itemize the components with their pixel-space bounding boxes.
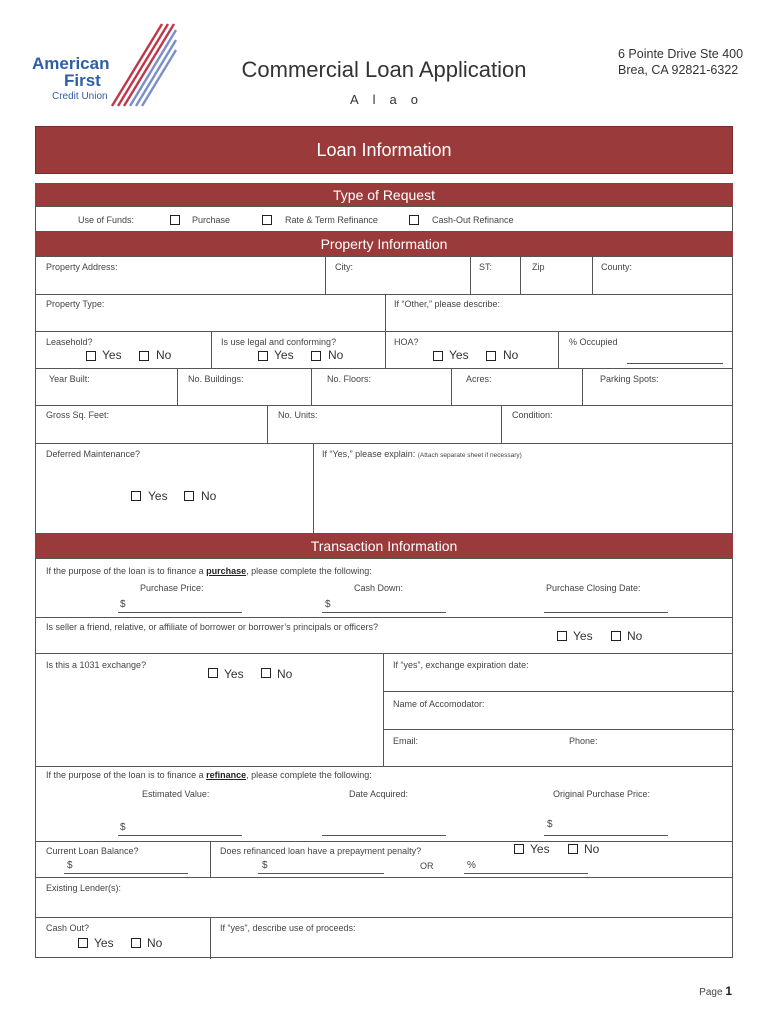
cash-out-refinance-checkbox[interactable] (409, 215, 419, 225)
dollar-sign: $ (67, 860, 73, 871)
closing-date-label: Purchase Closing Date: (546, 583, 641, 593)
year-built-field[interactable]: Year Built: (49, 374, 90, 384)
lender-address (618, 46, 743, 78)
accomodator-field[interactable]: Name of Accomodator: (393, 699, 485, 709)
prepayment-label: Does refinanced loan have a prepayment penalty? (220, 846, 422, 856)
prepayment-no-checkbox[interactable] (568, 844, 578, 854)
explain-note: (Attach separate sheet if necessary) (417, 452, 522, 459)
page-label: Page (699, 987, 723, 998)
yes-label: Yes (274, 348, 294, 362)
use-of-funds-label: Use of Funds: (78, 215, 135, 225)
no-label: No (584, 842, 600, 856)
rate-term-refinance-label: Rate & Term Refinance (285, 215, 378, 225)
refinance-word: refinance (206, 770, 247, 780)
explain-label: If “Yes,” please explain: (322, 449, 416, 459)
intro-text: If the purpose of the loan is to finance a (46, 770, 207, 780)
deferred-no-checkbox[interactable] (184, 491, 194, 501)
refinance-intro (46, 770, 372, 780)
cash-out-label: Cash Out? (46, 923, 90, 933)
occupied-input[interactable] (627, 363, 723, 364)
gross-sqft-field[interactable]: Gross Sq. Feet: (46, 410, 110, 420)
no-units-field[interactable]: No. Units: (278, 410, 318, 420)
date-acquired-label: Date Acquired: (349, 789, 409, 799)
dollar-sign: $ (120, 822, 126, 833)
exchange-expiration-field[interactable]: If “yes”, exchange expiration date: (393, 660, 529, 670)
hoa-no-checkbox[interactable] (486, 351, 496, 361)
zip-field[interactable]: Zip (532, 262, 545, 272)
current-balance-label: Current Loan Balance? (46, 846, 139, 856)
dollar-sign: $ (262, 860, 268, 871)
original-price-label: Original Purchase Price: (553, 789, 651, 799)
date-acquired-input[interactable] (322, 835, 446, 836)
parking-spots-field[interactable]: Parking Spots: (600, 374, 659, 384)
prepayment-yes-checkbox[interactable] (514, 844, 524, 854)
acres-field[interactable]: Acres: (466, 374, 492, 384)
yes-label: Yes (148, 489, 168, 503)
yes-label: Yes (449, 348, 469, 362)
county-field[interactable]: County: (601, 262, 633, 272)
email-field[interactable]: Email: (393, 736, 419, 746)
address-line: Brea, CA 92821-6322 (618, 63, 739, 77)
prepayment-percent-input[interactable] (464, 873, 588, 874)
no-floors-field[interactable]: No. Floors: (327, 374, 372, 384)
seller-question-label: Is seller a friend, relative, or affiliate of borrower or borrower’s principals or officers? (46, 622, 378, 632)
purchase-price-label: Purchase Price: (140, 583, 204, 593)
no-label: No (156, 348, 172, 362)
no-label: No (277, 667, 293, 681)
other-describe-field[interactable]: If “Other,” please describe: (394, 299, 501, 309)
no-label: No (328, 348, 344, 362)
yes-label: Yes (224, 667, 244, 681)
original-price-input[interactable] (544, 835, 668, 836)
closing-date-input[interactable] (544, 612, 668, 613)
occupied-label: % Occupied (569, 337, 618, 347)
phone-field[interactable]: Phone: (569, 736, 598, 746)
seller-yes-checkbox[interactable] (557, 631, 567, 641)
property-information-section (35, 256, 733, 534)
logo-text: American (32, 54, 110, 73)
type-of-request-header: Type of Request (35, 183, 733, 206)
hoa-label: HOA? (394, 337, 419, 347)
no-label: No (503, 348, 519, 362)
deferred-maintenance-label: Deferred Maintenance? (46, 449, 141, 459)
dollar-sign: $ (325, 599, 331, 610)
intro-text: , please complete the following: (246, 770, 372, 780)
explain-field[interactable] (322, 449, 522, 459)
intro-text: If the purpose of the loan is to finance a (46, 566, 207, 576)
page-number (699, 984, 732, 998)
state-field[interactable]: ST: (479, 262, 493, 272)
property-information-header: Property Information (35, 232, 733, 256)
no-label: No (147, 936, 163, 950)
existing-lender-field[interactable]: Existing Lender(s): (46, 883, 122, 893)
no-buildings-field[interactable]: No. Buildings: (188, 374, 244, 384)
purchase-word: purchase (206, 566, 247, 576)
purchase-label: Purchase (192, 215, 231, 225)
intro-text: , please complete the following: (246, 566, 372, 576)
estimated-value-label: Estimated Value: (142, 789, 210, 799)
page-number-value: 1 (725, 984, 732, 998)
hoa-yes-checkbox[interactable] (433, 351, 443, 361)
cash-out-yes-checkbox[interactable] (78, 938, 88, 948)
legal-yes-checkbox[interactable] (258, 351, 268, 361)
cash-down-label: Cash Down: (354, 583, 404, 593)
purchase-price-input[interactable] (118, 612, 242, 613)
seller-no-checkbox[interactable] (611, 631, 621, 641)
leasehold-no-checkbox[interactable] (139, 351, 149, 361)
legal-no-checkbox[interactable] (311, 351, 321, 361)
city-field[interactable]: City: (335, 262, 353, 272)
yes-label: Yes (94, 936, 114, 950)
exchange-yes-checkbox[interactable] (208, 668, 218, 678)
leasehold-label: Leasehold? (46, 337, 93, 347)
yes-label: Yes (102, 348, 122, 362)
purchase-intro (46, 566, 372, 576)
type-of-request-section (35, 206, 733, 232)
address-line: 6 Pointe Drive Ste 400 (618, 47, 744, 61)
or-label: OR (420, 861, 434, 871)
page-subtitle: Alao (349, 92, 433, 107)
page-title: Commercial Loan Application (241, 57, 527, 82)
rate-term-refinance-checkbox[interactable] (262, 215, 272, 225)
transaction-information-section (35, 558, 733, 958)
no-label: No (627, 629, 643, 643)
loan-information-header: Loan Information (35, 126, 733, 174)
exchange-question-label: Is this a 1031 exchange? (46, 660, 147, 670)
current-balance-input[interactable] (64, 873, 188, 874)
exchange-no-checkbox[interactable] (261, 668, 271, 678)
purchase-checkbox[interactable] (170, 215, 180, 225)
legal-conforming-label: Is use legal and conforming? (221, 337, 337, 347)
leasehold-yes-checkbox[interactable] (86, 351, 96, 361)
dollar-sign: $ (547, 819, 553, 830)
property-type-field[interactable]: Property Type: (46, 299, 105, 309)
use-of-proceeds-field[interactable]: If “yes”, describe use of proceeds: (220, 923, 356, 933)
property-address-field[interactable]: Property Address: (46, 262, 118, 272)
logo-subtext: Credit Union (52, 91, 108, 102)
deferred-yes-checkbox[interactable] (131, 491, 141, 501)
dollar-sign: $ (120, 599, 126, 610)
yes-label: Yes (573, 629, 593, 643)
condition-field[interactable]: Condition: (512, 410, 553, 420)
percent-sign: % (467, 860, 476, 871)
cash-out-no-checkbox[interactable] (131, 938, 141, 948)
logo-text: First (64, 71, 101, 90)
yes-label: Yes (530, 842, 550, 856)
estimated-value-input[interactable] (118, 835, 242, 836)
no-label: No (201, 489, 217, 503)
prepayment-amount-input[interactable] (258, 873, 384, 874)
cash-down-input[interactable] (322, 612, 446, 613)
cash-out-refinance-label: Cash-Out Refinance (432, 215, 514, 225)
transaction-information-header: Transaction Information (35, 534, 733, 558)
